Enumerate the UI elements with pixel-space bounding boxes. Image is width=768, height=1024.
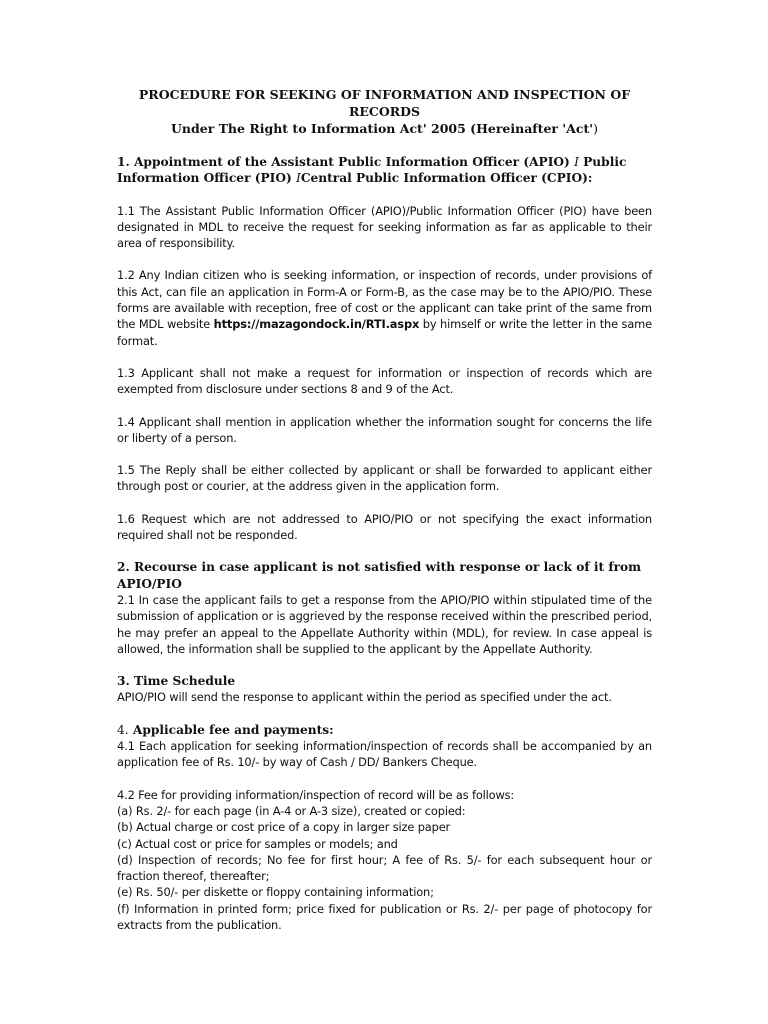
section-1-heading-part-c: Central Public Information Officer (CPIO): <box>300 171 593 186</box>
fee-item-f: (f) Information in printed form; price fixed for publication or Rs. 2/- per page of photocopy for extracts from the publication. <box>117 901 652 932</box>
section-1-heading <box>117 154 652 187</box>
title-line-2-text: Under The Right to Information Act' 2005 (Hereinafter 'Act' <box>171 121 594 136</box>
paragraph-1-2-text-b: by himself or write the letter in the same format. <box>117 317 652 348</box>
paragraph-1-5: 1.5 The Reply shall be either collected by applicant or shall be forwarded to applicant either through post or courier, at the address given in the application form. <box>117 463 652 494</box>
section-1-heading-part-b: Public Information Officer (PIO) <box>117 155 627 186</box>
fee-item-b: (b) Actual charge or cost price of a copy in larger size paper <box>117 820 451 835</box>
section-1-heading-separator-2: I <box>296 171 301 186</box>
section-3-heading: 3. Time Schedule <box>117 674 236 689</box>
title-line-2-close: ) <box>593 121 598 136</box>
paragraph-1-2 <box>117 267 652 348</box>
paragraph-1-1: 1.1 The Assistant Public Information Officer (APIO)/Public Information Officer (PIO) have been designated in MDL to receive the request for seeking information as far as applicable to their area of responsibility. <box>117 203 652 251</box>
paragraph-1-6: 1.6 Request which are not addressed to APIO/PIO or not specifying the exact information required shall not be responded. <box>117 511 652 543</box>
paragraph-4-1: 4.1 Each application for seeking information/inspection of records shall be accompanied by an application fee of Rs. 10/- by way of Cash / DD/ Bankers Cheque. <box>117 739 652 770</box>
mdl-rti-link[interactable]: https://mazagondock.in/RTI.aspx <box>213 317 420 332</box>
section-2-heading: 2. Recourse in case applicant is not satisfied with response or lack of it from APIO/PIO <box>117 560 642 591</box>
paragraph-1-4: 1.4 Applicant shall mention in application whether the information sought for concerns the life or liberty of a person. <box>117 414 652 445</box>
section-4-heading-text: Applicable fee and payments: <box>132 722 334 737</box>
paragraph-1-2-text-a: 1.2 Any Indian citizen who is seeking information, or inspection of records, under provisions of this Act, can file an application in Form-A or Form-B, as the case may be to the APIO/PIO. These forms are available with reception, free of cost or the applicant can take print of the same from the MDL website <box>117 268 652 332</box>
title-line-1: PROCEDURE FOR SEEKING OF INFORMATION AND INSPECTION OF RECORDS <box>138 87 631 119</box>
section-4-heading-number: 4. <box>117 722 129 737</box>
paragraph-4-2-intro: 4.2 Fee for providing information/inspection of record will be as follows: <box>117 787 515 802</box>
section-4-heading <box>117 722 652 738</box>
paragraph-2-1: 2.1 In case the applicant fails to get a response from the APIO/PIO within stipulated time of the submission of application or is aggrieved by the response received within the prescribed period, he may prefer an appeal to the Appellate Authority within (MDL), for review. In case appeal is allowed, the information shall be supplied to the applicant by the Appellate Authority. <box>117 592 652 656</box>
paragraph-3: APIO/PIO will send the response to applicant within the period as specified under the act. <box>117 690 612 705</box>
title-line-2 <box>117 120 652 137</box>
section-1-heading-separator-1: I <box>574 155 579 169</box>
document-title <box>117 86 652 137</box>
paragraph-1-3: 1.3 Applicant shall not make a request for information or inspection of records which are exempted from disclosure under sections 8 and 9 of the Act. <box>117 365 652 397</box>
fee-item-d: (d) Inspection of records; No fee for first hour; A fee of Rs. 5/- for each subsequent hour or fraction thereof, thereafter; <box>117 852 652 884</box>
fee-item-c: (c) Actual cost or price for samples or models; and <box>117 836 398 851</box>
section-1-heading-part-a: 1. Appointment of the Assistant Public Information Officer (APIO) <box>117 155 570 169</box>
fee-item-a: (a) Rs. 2/- for each page (in A-4 or A-3 size), created or copied: <box>117 803 466 818</box>
fee-item-e: (e) Rs. 50/- per diskette or floppy containing information; <box>117 885 434 900</box>
